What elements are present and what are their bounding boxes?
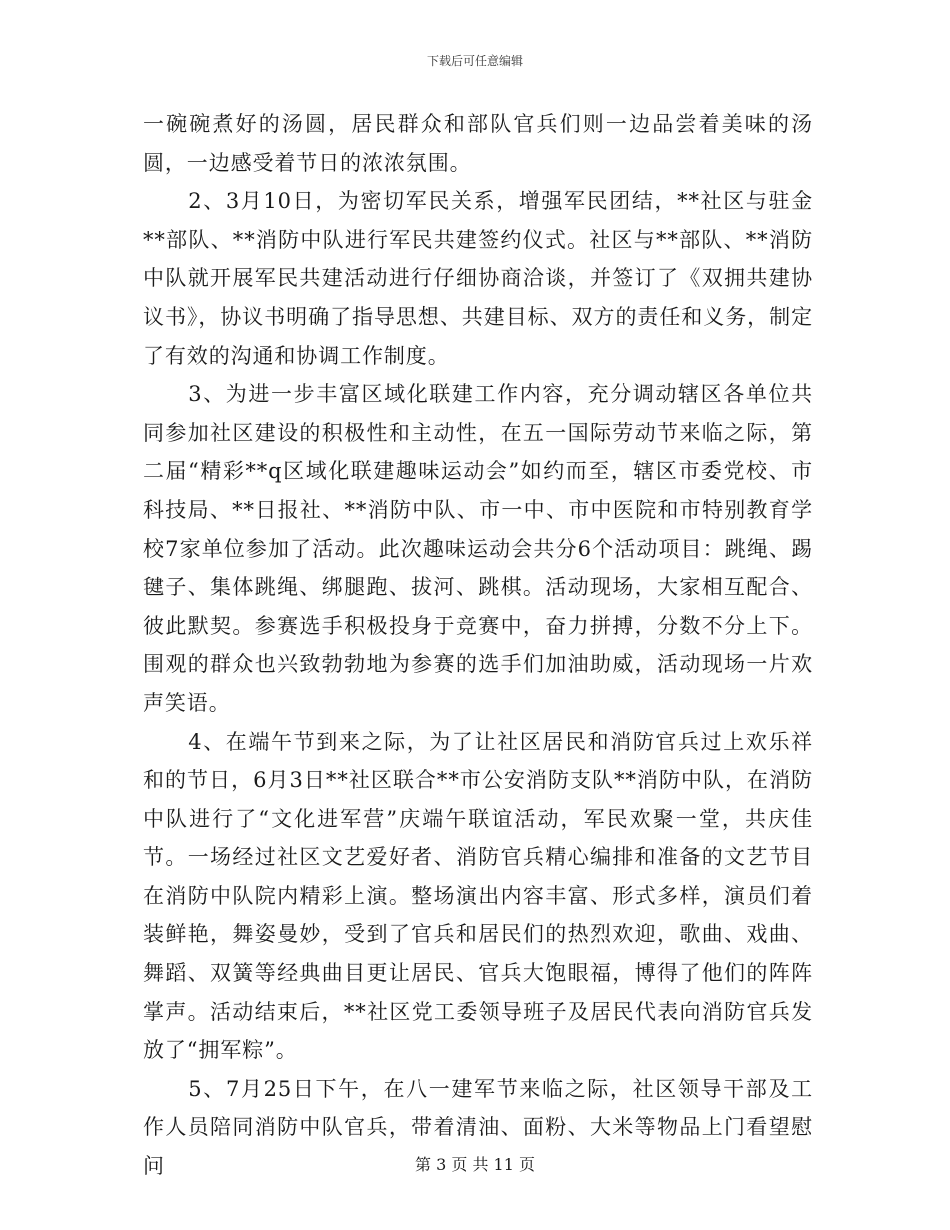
paragraph-5: 5、7月25日下午，在八一建军节来临之际，社区领导干部及工作人员陪同消防中队官兵，带着清油、面粉、大米等物品上门看望慰问 (143, 1076, 813, 1179)
paragraph-2: 2、3月10日，为密切军民关系，增强军民团结，**社区与驻金**部队、**消防中队进行军民共建签约仪式。社区与**部队、**消防中队就开展军民共建活动进行仔细协商洽谈，并签订了《双拥共建协议书》，协议书明确了指导思想、共建目标、双方的责任和义务，制定了有效的沟通和协调工作制度。 (143, 189, 813, 368)
paragraph-1: 一碗碗煮好的汤圆，居民群众和部队官兵们则一边品尝着美味的汤圆，一边感受着节日的浓浓氛围。 (143, 112, 813, 175)
page-number-footer: 第 3 页 共 11 页 (415, 1155, 535, 1174)
paragraph-3: 3、为进一步丰富区域化联建工作内容，充分调动辖区各单位共同参加社区建设的积极性和主动性，在五一国际劳动节来临之际，第二届“精彩**q区域化联建趣味运动会”如约而至，辖区市委党校、市科技局、**日报社、**消防中队、市一中、市中医院和市特别教育学校7家单位参加了活动。此次趣味运动会共分6个活动项目：跳绳、踢毽子、集体跳绳、绑腿跑、拔河、跳棋。活动现场，大家相互配合、彼此默契。参赛选手积极投身于竞赛中，奋力拼搏，分数不分上下。围观的群众也兴致勃勃地为参赛的选手们加油助威，活动现场一片欢声笑语。 (143, 382, 813, 715)
paragraph-4: 4、在端午节到来之际，为了让社区居民和消防官兵过上欢乐祥和的节日，6月3日**社区联合**市公安消防支队**消防中队，在消防中队进行了“文化进军营”庆端午联谊活动，军民欢聚一堂，共庆佳节。一场经过社区文艺爱好者、消防官兵精心编排和准备的文艺节目在消防中队院内精彩上演。整场演出内容丰富、形式多样，演员们着装鲜艳，舞姿曼妙，受到了官兵和居民们的热烈欢迎，歌曲、戏曲、舞蹈、双簧等经典曲目更让居民、官兵大饱眼福，博得了他们的阵阵掌声。活动结束后，**社区党工委领导班子及居民代表向消防官兵发放了“拥军粽”。 (143, 729, 813, 1063)
document-body (143, 105, 813, 1186)
page-header: 下载后可任意编辑 (426, 54, 523, 68)
